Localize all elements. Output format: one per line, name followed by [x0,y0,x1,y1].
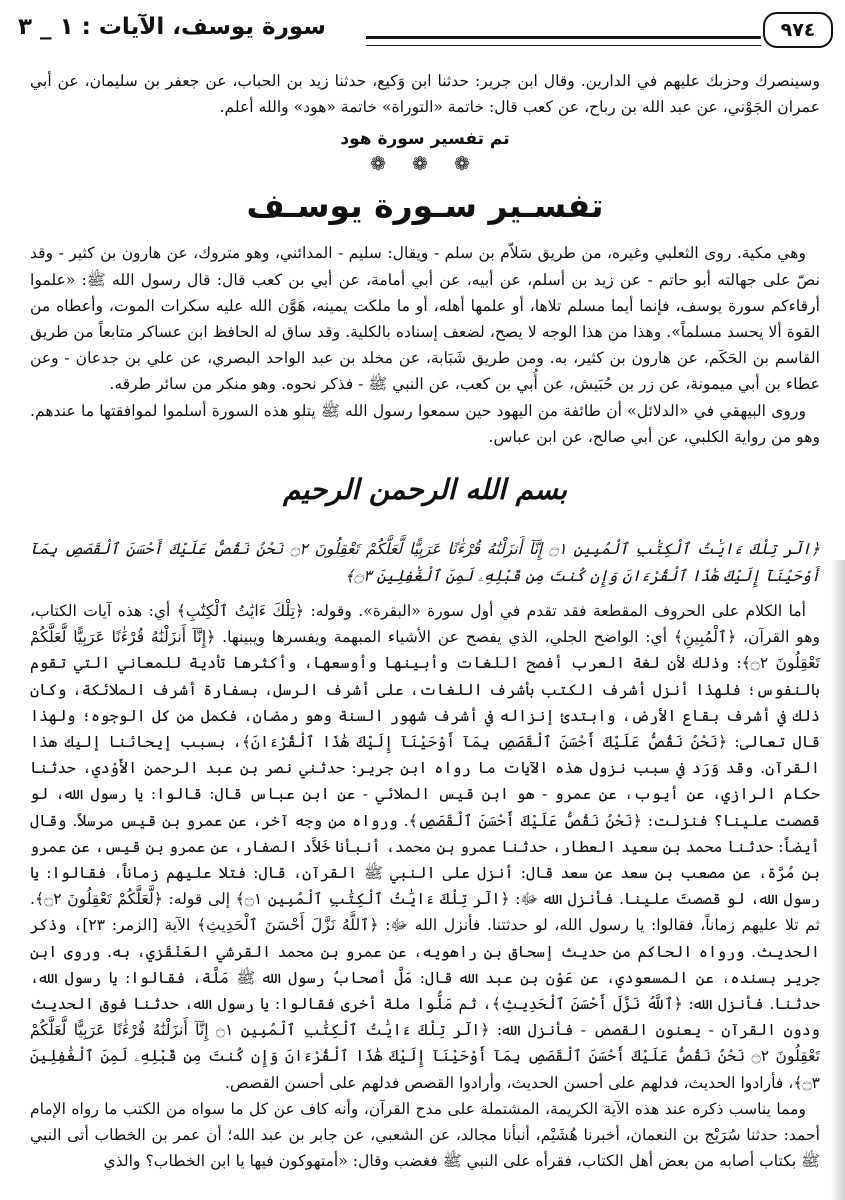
basmala-calligraphy [30,454,820,526]
star-ornament: ❁ ❁ ❁ [370,153,480,176]
commentary-paragraph-1: أما الكلام على الحروف المقطعة فقد تقدم في أول سورة «البقرة». وقوله: ﴿تِلْكَ ءَايَٰتُ ٱلْكِتَٰبِ﴾ أي: هذه آيات الكتاب، وهو القرآن، ﴿ٱلْمُبِينِ﴾ أي: الواضح الجلي، الذي يفصح عن الأشياء المبهمة ويفسرها ويبينها. ﴿إِنَّآ أَنزَلْنَٰهُ قُرْءَٰنًا عَرَبِيًّا لَّعَلَّكُمْ تَعْقِلُونَ ۝٢﴾: وذلك لأن لغة العرب أفصح اللغات وأبينها وأوسعها، وأكثرها تأدية للمعاني التي تقوم بالنفوس؛ فلهذا أنزل أشرف الكتب بأشرف اللغات، على أشرف الرسل، بسفارة أشرف الملائكة، وكان ذلك في أشرف بقاع الأرض، وابتدئ إنزاله في أشرف شهور السنة وهو رمضان، فكمل من كل الوجوه؛ ولهذا قال تعالى: ﴿نَحْنُ نَقُصُّ عَلَيْكَ أَحْسَنَ ٱلْقَصَصِ بِمَآ أَوْحَيْنَآ إِلَيْكَ هَٰذَا ٱلْقُرْءَانَ﴾، بسبب إيحائنا إليك هذا القرآن. وقد وَرَد في سبب نزول هذه الآيات ما رواه ابن جرير: حدثني نصر بن عبد الرحمن الأَوْدي، حدثنا حكام الرازي، عن أيوب، عن عمرو - هو ابن قيس الملائي - عن ابن عباس قال: قالوا: يا رسول الله، لو قصصت علينا؟ فنزلت: ﴿نَحْنُ نَقُصُّ عَلَيْكَ أَحْسَنَ ٱلْقَصَصِ﴾. ورواه من وجه آخر، عن عمرو بن قيس مرسلاً. وقال أيضاً: حدثنا محمد بن سعيد العطار، حدثنا عمرو بن محمد، أنبأنا خَلاَّد الصفار، عن عمرو بن قيس، عن عمرو بن مُرَّة، عن مصعب بن سعد عن سعد قال: أنزل على النبي ﷺ القرآن، قال: فتلا عليهم زماناً، فقالوا: يا رسول الله، لو قصصتَ علينا. فأنزل الله ﷻ: ﴿الٓر تِلْكَ ءَايَٰتُ ٱلْكِتَٰبِ ٱلْمُبِينِ ۝١﴾ إلى قوله: ﴿لَّعَلَّكُمْ تَعْقِلُونَ ۝٢﴾. ثم تلا عليهم زماناً، فقالوا: يا رسول الله، لو حدثتنا. فأنزل الله ﷻ: ﴿ٱللَّهُ نَزَّلَ أَحْسَنَ ٱلْحَدِيثِ﴾ الآية [الزمر: ٢٣]، وذكر الحديث. ورواه الحاكم من حديث إسحاق بن راهويه، عن عمرو بن محمد القرشي العَنْقَزي، به. وروى ابن جرير بسنده، عن المسعودي، عن عَوْن بن عبد الله قال: مَلَّ أصحابُ رسول الله ﷺ مَلَّة، فقالوا: يا رسول الله، حدثنا. فأنزل الله: ﴿ٱللَّهُ نَزَّلَ أَحْسَنَ ٱلْحَدِيثِ﴾، ثم مَلُّوا ملة أخرى فقالوا: يا رسول الله، حدثنا فوق الحديث ودون القرآن - يعنون القصص - فأنزل الله: ﴿الٓر تِلْكَ ءَايَٰتُ ٱلْكِتَٰبِ ٱلْمُبِينِ ۝١ إِنَّآ أَنزَلْنَٰهُ قُرْءَٰنًا عَرَبِيًّا لَّعَلَّكُمْ تَعْقِلُونَ ۝٢ نَحْنُ نَقُصُّ عَلَيْكَ أَحْسَنَ ٱلْقَصَصِ بِمَآ أَوْحَيْنَآ إِلَيْكَ هَٰذَا ٱلْقُرْءَانَ وَإِن كُنتَ مِن قَبْلِهِۦ لَمِنَ ٱلْغَٰفِلِينَ ۝٣﴾، فأرادوا الحديث، فدلهم على أحسن الحديث، وأرادوا القصص فدلهم على أحسن القصص. [30,602,820,1092]
page-header [18,8,833,52]
page-body [30,68,820,1175]
intro-paragraph-2: وروى البيهقي في «الدلائل» أن طائفة من اليهود حين سمعوا رسول الله ﷺ يتلو هذه السورة أسلموا لموافقتها ما عندهم. وهو من رواية الكلبي، عن أبي صالح، عن ابن عباس. [30,401,820,446]
running-title: سورة يوسف، الآيات : ١ _ ٣ [18,14,326,40]
quran-verses-block: ﴿الٓر تِلْكَ ءَايَٰتُ ٱلْكِتَٰبِ ٱلْمُبِينِ ۝١ إِنَّآ أَنزَلْنَٰهُ قُرْءَٰنًا عَرَبِيًّا لَّعَلَّكُمْ تَعْقِلُونَ ۝٢ نَحْنُ نَقُصُّ عَلَيْكَ أَحْسَنَ ٱلْقَصَصِ بِمَآ أَوْحَيْنَآ إِلَيْكَ هَٰذَا ٱلْقُرْءَانَ وَإِن كُنتَ مِن قَبْلِهِۦ لَمِنَ ٱلْغَٰفِلِينَ ۝٣﴾ [30,540,821,586]
page-edge-shadow [831,560,845,1200]
basmala-text: بسم الله الرحمن الرحيم [283,472,567,506]
section-end-title: تم تفسير سورة هود [340,129,510,150]
surah-title: تفسـير سـورة يوسـف [246,186,604,226]
intro-paragraph-1: وهي مكية. روى الثعلبي وغيره، من طريق سَلاّم بن سلم - ويقال: سليم - المدائني، وهو متروك، عن هارون بن كثير - وقد نصّ على جهالته أبو حاتم - عن زيد بن أسلم، عن أبيه، عن أبي أمامة، عن أبي بن كعب قال: قال رسول الله ﷺ: «علموا أرقاءكم سورة يوسف، فإنما أيما مسلم تلاها، أو علمها أهله، أو ما ملكت يمينه، هَوَّن الله عليه سكرات الموت، وأعطاه من القوة ألا يحسد مسلماً». وهذا من هذا الوجه لا يصح، لضعف إسناده بالكلية. وقد ساق له الحافظ ابن عساكر متابعاً من طريق القاسم بن الحَكَم، عن هارون بن كثير، به. ومن طريق شَبَابة، عن مخلد بن عبد الواحد البصري، عن علي بن جدعان - وعن عطاء بن أبي ميمونة، عن زر بن حُبَيش، عن أُبي بن كعب، عن النبي ﷺ - فذكر نحوه. وهو منكر من سائر طرقه. [30,244,820,394]
previous-surah-ending: وسينصرك وحزبك عليهم في الدارين. وقال ابن جرير: حدثنا ابن وَكيع، حدثنا زيد بن الحباب، عن جعفر بن سليمان، عن أبي عمران الجَوْني، عن عبد الله بن رباح، عن كعب قال: خاتمة «التوراة» خاتمة «هود» والله أعلم. [30,72,820,117]
header-rule [366,36,761,46]
page-number: ٩٧٤ [763,12,833,48]
commentary-paragraph-2: ومما يناسب ذكره عند هذه الآية الكريمة، المشتملة على مدح القرآن، وأنه كاف عن كل ما سواه من الكتب ما رواه الإمام أحمد: حدثنا سُرَيْج بن النعمان، أخبرنا هُشَيْم، أنبأنا مجالد، عن الشعبي، عن جابر بن عبد الله؛ أن عمر بن الخطاب أتى النبي ﷺ بكتاب أصابه من بعض أهل الكتاب، فقرأه على النبي ﷺ فغضب وقال: «أمتهوكون فيها يا ابن الخطاب؟ والذي [30,1099,820,1171]
